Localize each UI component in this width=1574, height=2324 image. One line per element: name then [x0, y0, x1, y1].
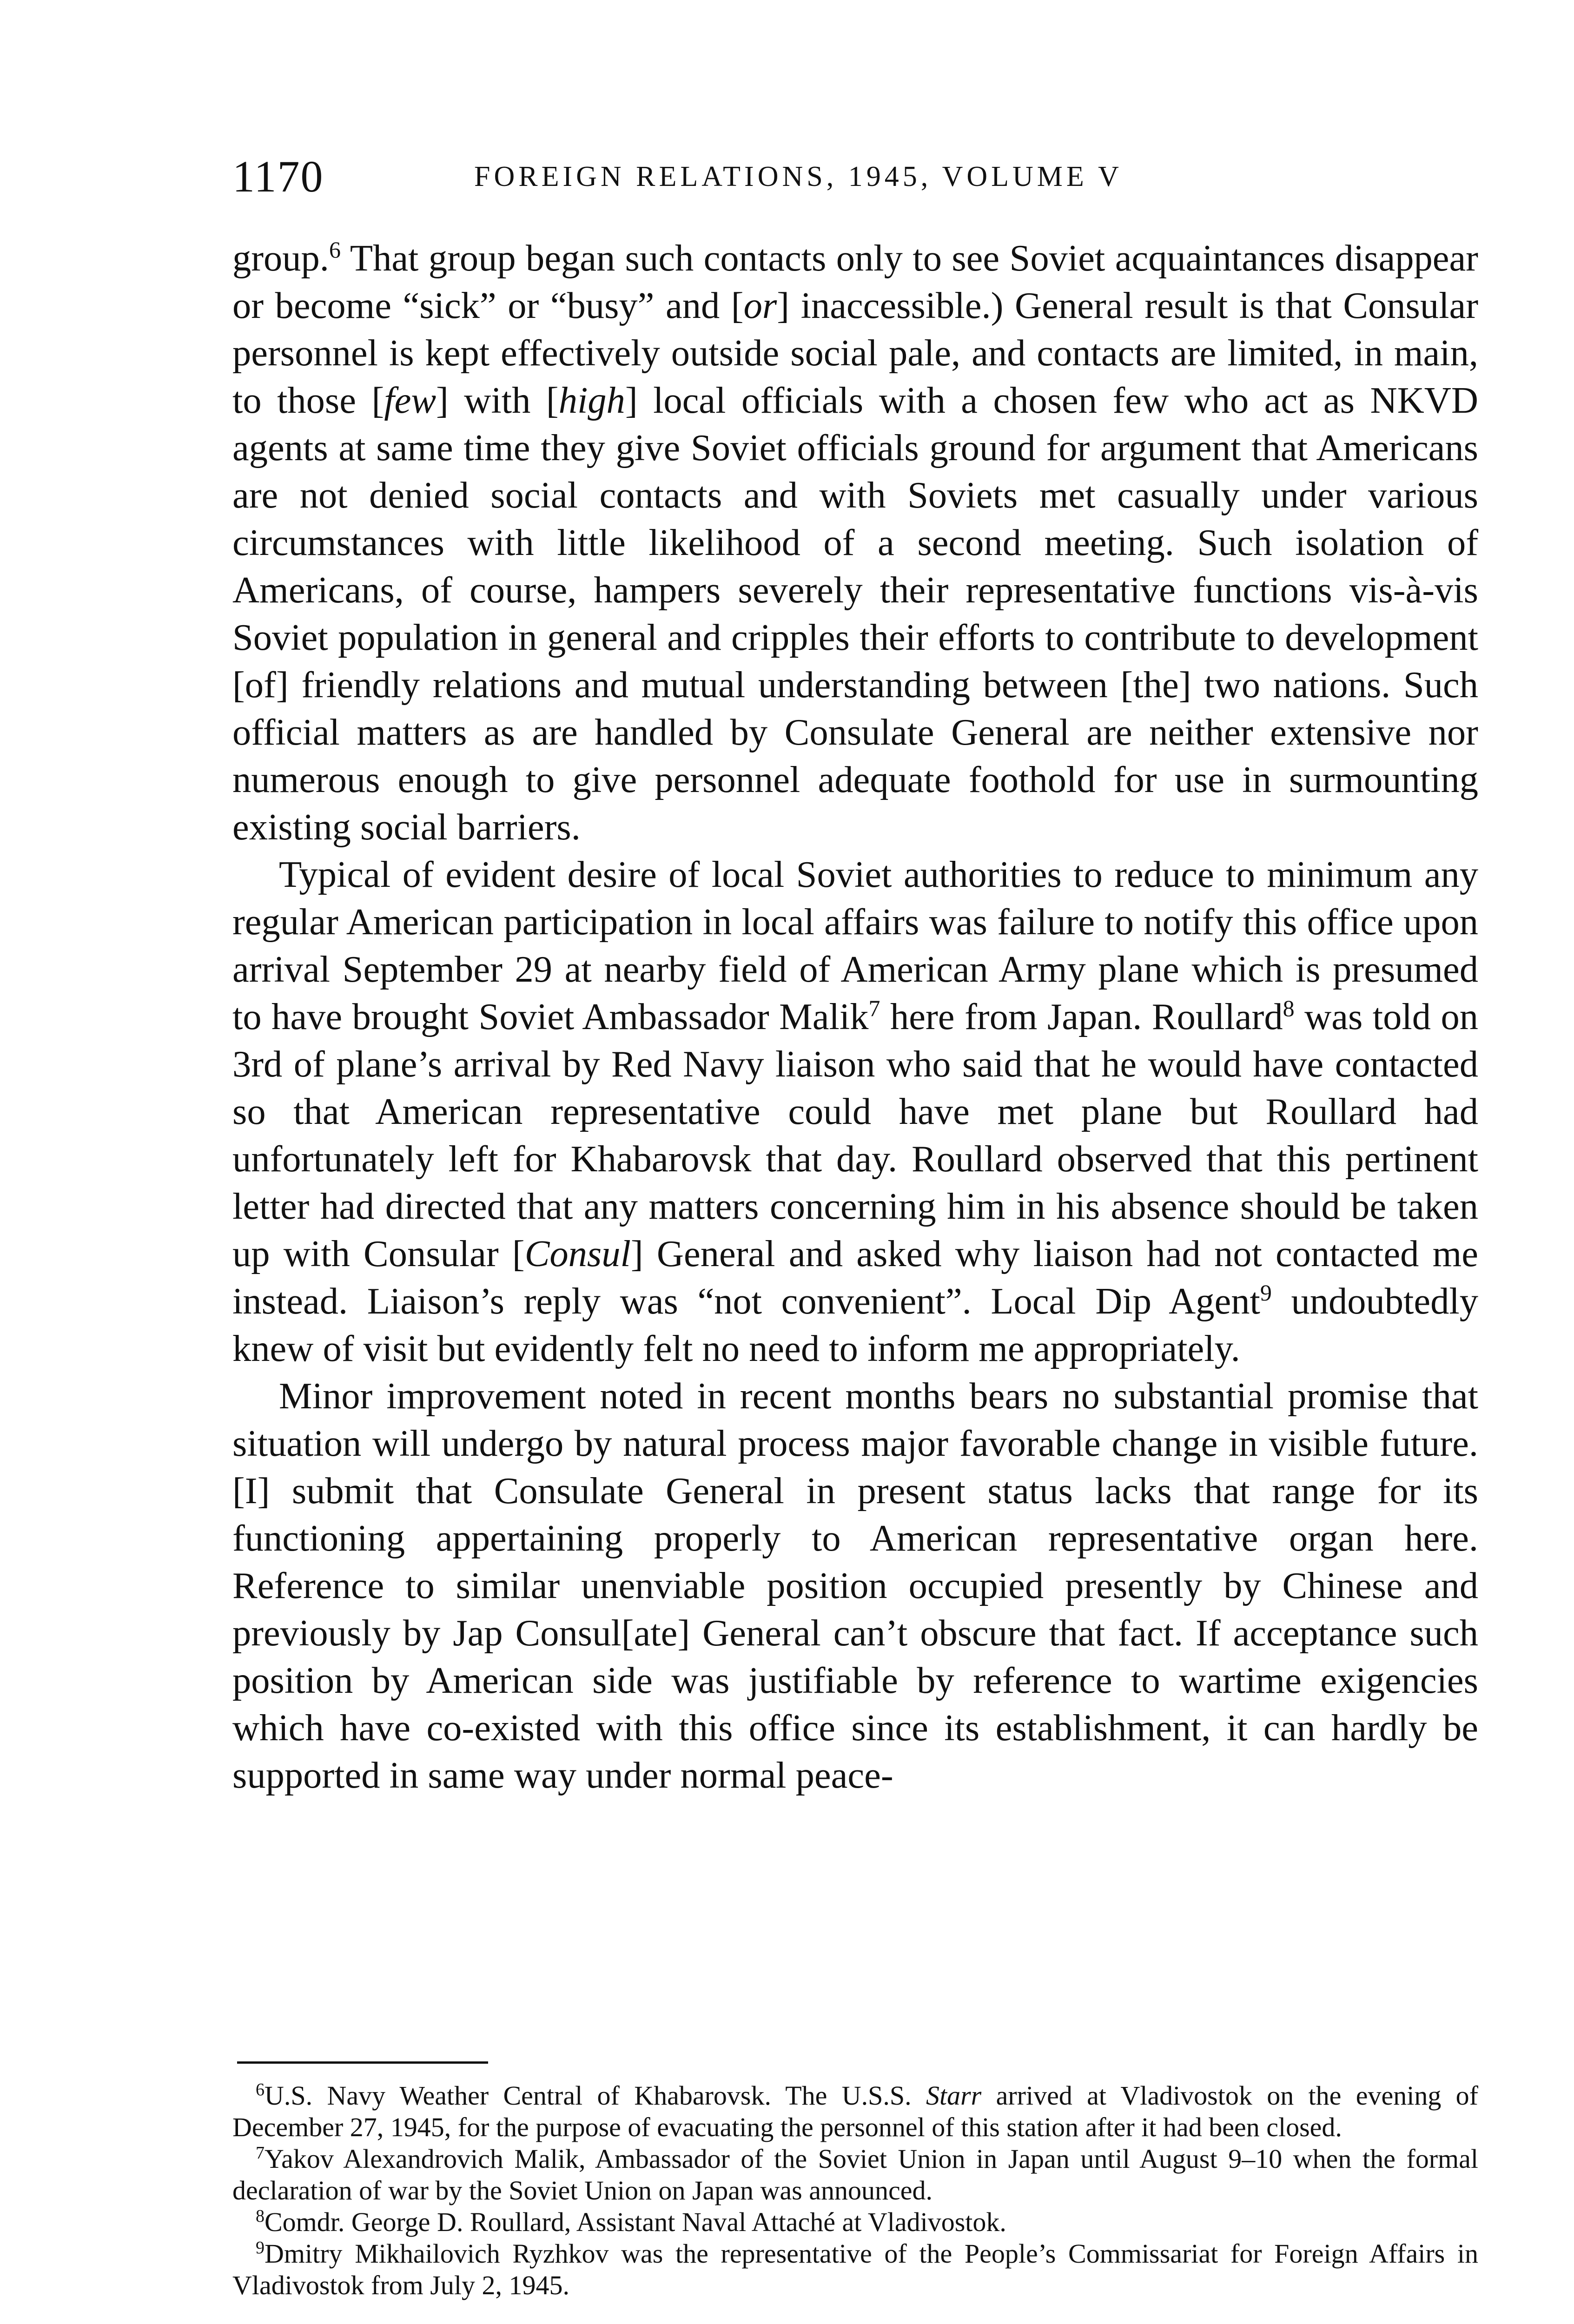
- footnote-text: Comdr. George D. Roullard, Assistant Naval Attaché at Vladivostok.: [265, 2207, 1006, 2237]
- text-run: ] General and asked why liaison had not contacted me instead. Liaison’s reply was “not convenient”. Local Dip Agent: [232, 1233, 1478, 1322]
- footnote-ref-7: 7: [868, 995, 880, 1021]
- page-number: 1170: [232, 152, 324, 201]
- text-run: undoubtedly knew of visit but evidently felt no need to inform me appropriately.: [232, 1281, 1479, 1369]
- text-run: group.: [232, 238, 329, 279]
- editorial-insertion: Consul: [524, 1233, 631, 1274]
- footnote-marker: 7: [256, 2143, 265, 2163]
- footnote-text: U.S. Navy Weather Central of Khabarovsk. The U.S.S.: [265, 2080, 926, 2111]
- text-run: ] inaccessible.) General result is that Consular personnel is kept effectively outside social pale, and contacts are limited, in main, to those [: [232, 285, 1479, 421]
- text-run: was told on 3rd of plane’s arrival by Red Navy liaison who said that he would have contacted so that American representative could have met plane but Roullard had unfortunately left for Khabarovsk that day. Roullard observed that this pertinent letter had directed that any matters concerning him in his absence should be taken up with Consular [: [232, 996, 1479, 1274]
- footnote-ref-8: 8: [1283, 995, 1295, 1021]
- text-run: here from Japan. Roullard: [880, 996, 1283, 1037]
- text-run: Typical of evident desire of local Soviet authorities to reduce to minimum any regular American participation in local affairs was failure to notify this office upon arrival September 29 at nearby field of American Army plane which is presumed to have brought Soviet Ambassador Malik: [232, 854, 1478, 1037]
- editorial-insertion: high: [558, 380, 625, 421]
- footnote-text: Dmitry Mikhailovich Ryzhkov was the representative of the People’s Commissariat for Foreign Affairs in Vladivostok from July 2, 1945.: [232, 2238, 1478, 2300]
- text-run: ] with [: [436, 380, 559, 421]
- footnote-marker: 6: [256, 2080, 265, 2100]
- ship-name: Starr: [926, 2080, 982, 2111]
- body-text: [232, 235, 1478, 1799]
- footnote-9: [232, 2238, 1478, 2301]
- footnote-6: [232, 2080, 1478, 2143]
- footnote-7: [232, 2143, 1478, 2206]
- footnotes: [232, 2080, 1478, 2301]
- footnote-ref-6: 6: [329, 237, 341, 263]
- paragraph-3: Minor improvement noted in recent months bears no substantial promise that situation will undergo by natural process major favorable change in visible future. [I] submit that Consulate General in present status lacks that range for its functioning appertaining properly to American representative organ here. Reference to similar unenviable position occupied presently by Chinese and previously by Jap Consul[ate] General can’t obscure that fact. If acceptance such position by American side was justifiable by reference to wartime exigencies which have co-existed with this office since its establishment, it can hardly be supported in same way under normal peace-: [232, 1375, 1478, 1796]
- footnote-ref-9: 9: [1260, 1280, 1272, 1306]
- paragraph-1: [232, 235, 1478, 851]
- footnote-marker: 8: [256, 2206, 265, 2226]
- paragraph-2: [232, 851, 1478, 1373]
- footnote-text: arrived at Vladivostok on the evening of December 27, 1945, for the purpose of evacuating the personnel of this station after it had been closed.: [232, 2080, 1478, 2142]
- footnote-8: [232, 2206, 1478, 2238]
- footnote-marker: 9: [256, 2238, 265, 2258]
- footnote-divider: [237, 2061, 488, 2064]
- text-run: That group began such contacts only to see Soviet acquaintances disappear or become “sick” or “busy” and [: [232, 238, 1478, 326]
- text-run: ] local officials with a chosen few who act as NKVD agents at same time they give Soviet officials ground for argument that Americans are not denied social contacts and with Soviets met casually under various circumstances with little likelihood of a second meeting. Such isolation of Americans, of course, hampers severely their representative functions vis-à-vis Soviet population in general and cripples their efforts to contribute to development [of] friendly relations and mutual understanding between [the] two nations. Such official matters as are handled by Consulate General are neither extensive nor numerous enough to give personnel adequate foothold for use in surmounting existing social barriers.: [232, 380, 1478, 848]
- running-title: FOREIGN RELATIONS, 1945, VOLUME V: [474, 161, 1123, 192]
- editorial-insertion: few: [384, 380, 436, 421]
- editorial-insertion: or: [743, 285, 777, 326]
- footnote-text: Yakov Alexandrovich Malik, Ambassador of the Soviet Union in Japan until August 9–10 when the formal declaration of war by the Soviet Union on Japan was announced.: [232, 2144, 1478, 2205]
- running-head: [232, 149, 1478, 205]
